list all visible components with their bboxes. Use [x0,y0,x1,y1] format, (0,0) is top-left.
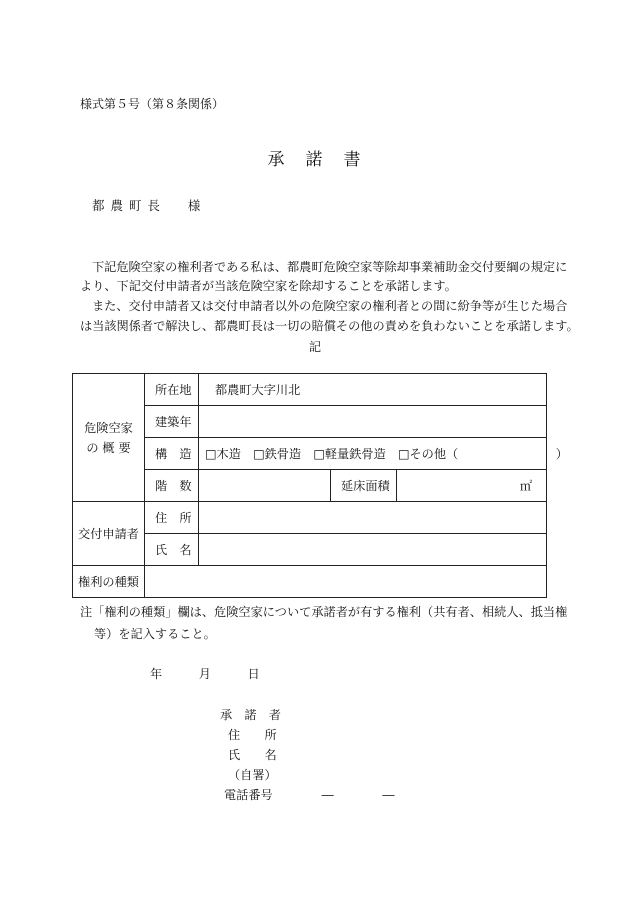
body-text-line: また、交付申請者又は交付申請者以外の危険空家の権利者との間に紛争等が生じた場合 [92,299,568,313]
table-row [73,438,547,470]
square-meter-unit: ㎡ [519,479,533,493]
build-year-field[interactable] [199,406,547,438]
build-year-label: 建築年 [145,406,199,438]
addressee: 都 農 町 長 様 [92,198,202,213]
floors-field[interactable] [199,470,331,502]
name-label: 氏 名 [145,534,199,566]
house-group-line1: 危険空家 [84,420,133,435]
table-row [73,406,547,438]
applicant-label: 交付申請者 [73,502,145,566]
table-row [73,374,547,406]
table-row [73,566,547,598]
consenter-name-label: 氏 名 [228,748,277,762]
location-label: 所在地 [145,374,199,406]
structure-options[interactable]: □木造 □鉄骨造 □軽量鉄骨造 □その他（ ） [199,438,547,470]
rights-type-label: 権利の種類 [73,566,145,598]
house-overview-label [73,374,145,502]
consenter-label: 承 諾 者 [220,708,281,722]
applicant-address-field[interactable] [199,502,547,534]
address-label: 住 所 [145,502,199,534]
body-text-line: 下記危険空家の権利者である私は、都農町危険空家等除却事業補助金交付要綱の規定に [92,260,568,274]
document-title: 承 諾 書 [267,150,363,170]
floor-area-field[interactable] [397,470,547,502]
date-line: 年 月 日 [150,667,260,681]
body-text-line: より、下記交付申請者が当該危険空家を除却することを承諾します。 [80,279,457,293]
body-text-line: は当該関係者で解決し、都農町長は一切の賠償その他の責めを負わないことを承諾します。 [80,319,579,333]
ki-heading: 記 [308,340,322,354]
applicant-name-field[interactable] [199,534,547,566]
form-number: 様式第５号（第８条関係） [80,97,225,111]
floor-area-label: 延床面積 [331,470,397,502]
table-row [73,534,547,566]
table-row [73,502,547,534]
note-line: 注「権利の種類」欄は、危険空家について承諾者が有する権利（共有者、相続人、抵当権 [80,605,568,619]
phone-label: 電話番号 ― ― [224,788,395,802]
sign-note: （自署） [228,768,277,782]
consenter-address-label: 住 所 [228,728,277,742]
structure-label: 構 造 [145,438,199,470]
note-line: 等）を記入すること。 [94,627,216,641]
floors-label: 階 数 [145,470,199,502]
rights-type-field[interactable] [145,566,547,598]
table-row [73,470,547,502]
house-group-line2: の 概 要 [86,440,131,455]
property-form-table [72,373,568,598]
location-field[interactable]: 都農町大字川北 [199,374,547,406]
